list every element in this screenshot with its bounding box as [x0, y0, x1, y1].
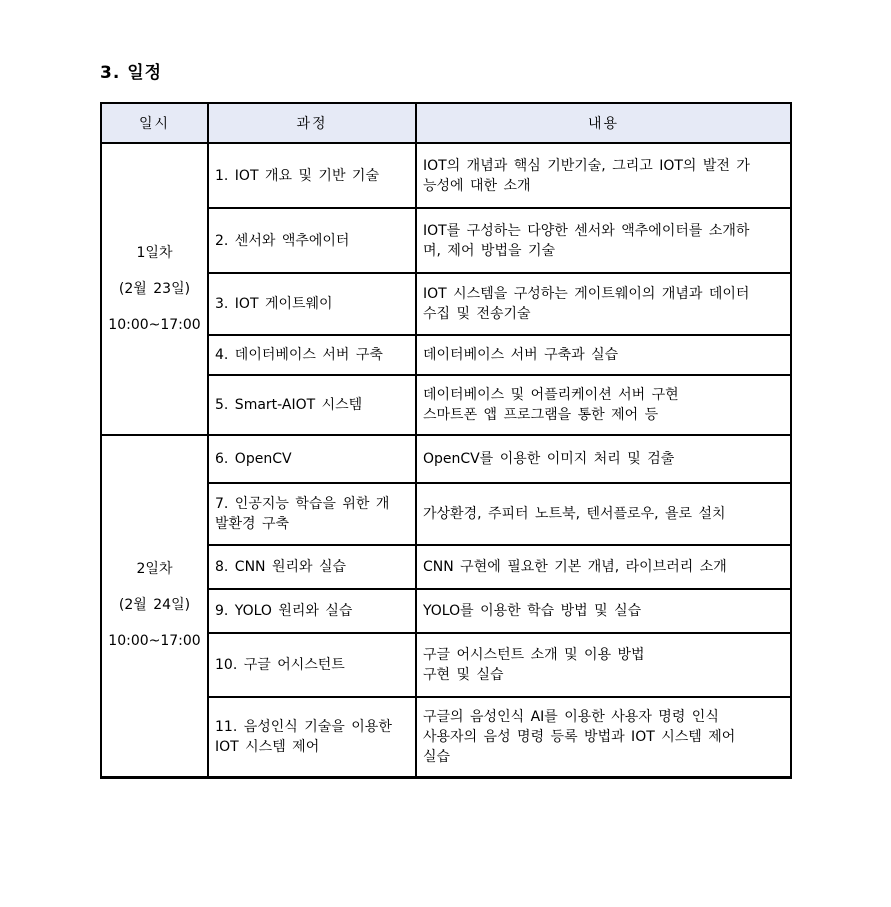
header-content: 내용 [416, 103, 791, 143]
course-cell: 7. 인공지능 학습을 위한 개 발환경 구축 [208, 483, 416, 545]
schedule-table [100, 102, 792, 779]
content-cell: YOLO를 이용한 학습 방법 및 실습 [416, 589, 791, 633]
course-cell: 11. 음성인식 기술을 이용한 IOT 시스템 제어 [208, 697, 416, 777]
content-cell: 구글의 음성인식 AI를 이용한 사용자 명령 인식 사용자의 음성 명령 등록 방법과 IOT 시스템 제어 실습 [416, 697, 791, 777]
day2-label: 2일차 [136, 561, 173, 578]
course-cell: 10. 구글 어시스턴트 [208, 633, 416, 697]
section-title: 3. 일정 [100, 63, 163, 83]
course-cell: 1. IOT 개요 및 기반 기술 [208, 143, 416, 208]
course-cell: 4. 데이터베이스 서버 구축 [208, 335, 416, 375]
course-cell: 2. 센서와 액추에이터 [208, 208, 416, 273]
content-cell: OpenCV를 이용한 이미지 처리 및 검출 [416, 435, 791, 483]
content-cell: IOT를 구성하는 다양한 센서와 액추에이터를 소개하 며, 제어 방법을 기술 [416, 208, 791, 273]
content-cell: 데이터베이스 및 어플리케이션 서버 구현 스마트폰 앱 프로그램을 통한 제어 등 [416, 375, 791, 435]
content-cell: 데이터베이스 서버 구축과 실습 [416, 335, 791, 375]
header-row [101, 103, 791, 143]
content-cell: 가상환경, 주피터 노트북, 텐서플로우, 욜로 설치 [416, 483, 791, 545]
day1-lines [108, 244, 201, 335]
table-row [101, 143, 791, 208]
course-cell: 3. IOT 게이트웨이 [208, 273, 416, 335]
course-cell: 8. CNN 원리와 실습 [208, 545, 416, 589]
course-cell: 5. Smart-AIOT 시스템 [208, 375, 416, 435]
day1-cell [101, 143, 208, 435]
day2-cell [101, 435, 208, 777]
course-cell: 6. OpenCV [208, 435, 416, 483]
content-cell: 구글 어시스턴트 소개 및 이용 방법 구현 및 실습 [416, 633, 791, 697]
table-row [101, 435, 791, 483]
day1-time: 10:00~17:00 [108, 316, 201, 333]
content-cell: CNN 구현에 필요한 기본 개념, 라이브러리 소개 [416, 545, 791, 589]
day2-date: (2월 24일) [118, 597, 191, 614]
header-datetime: 일시 [101, 103, 208, 143]
content-cell: IOT의 개념과 핵심 기반기술, 그리고 IOT의 발전 가 능성에 대한 소개 [416, 143, 791, 208]
day2-lines [108, 560, 201, 651]
header-course: 과정 [208, 103, 416, 143]
course-cell: 9. YOLO 원리와 실습 [208, 589, 416, 633]
day2-time: 10:00~17:00 [108, 633, 201, 650]
day1-date: (2월 23일) [118, 280, 191, 297]
day1-label: 1일차 [136, 244, 173, 261]
content-cell: IOT 시스템을 구성하는 게이트웨이의 개념과 데이터 수집 및 전송기술 [416, 273, 791, 335]
